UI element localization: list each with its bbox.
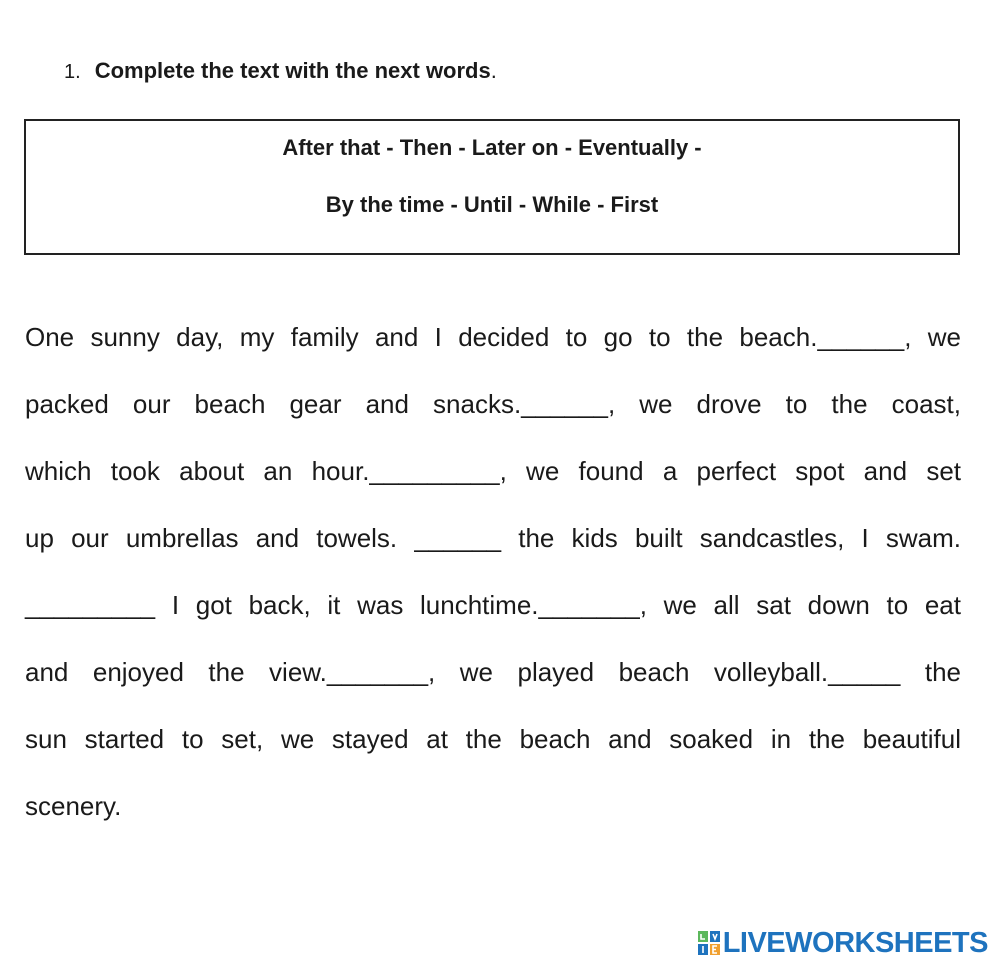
paragraph-line-7: sun started to set, we stayed at the beach and soaked in the beautiful [25, 724, 961, 754]
paragraph-line-4: up our umbrellas and towels. ______ the kids built sandcastles, I swam. [25, 523, 961, 553]
paragraph-line-2: packed our beach gear and snacks.______, we drove to the coast, [25, 389, 961, 419]
word-bank-line-1: After that - Then - Later on - Eventually - [282, 135, 702, 160]
paragraph-line-5: _________ I got back, it was lunchtime._______, we all sat down to eat [25, 590, 961, 620]
liveworksheets-logo-icon [698, 931, 720, 955]
instruction-period: . [490, 58, 497, 83]
paragraph-line-3: which took about an hour._________, we found a perfect spot and set [25, 456, 961, 486]
logo-text: LIVEWORKSHEETS [722, 927, 988, 959]
exercise-instruction [64, 58, 497, 85]
paragraph-line-8: scenery. [25, 791, 122, 821]
liveworksheets-logo[interactable] [698, 926, 988, 960]
paragraph-line-1: One sunny day, my family and I decided to go to the beach.______, we [25, 322, 961, 352]
instruction-text: Complete the text with the next words [94, 58, 491, 83]
paragraph-line-6: and enjoyed the view._______, we played beach volleyball._____ the [25, 657, 961, 687]
word-bank-line-2: By the time - Until - While - First [325, 192, 659, 217]
word-bank-box [24, 119, 960, 255]
exercise-number: 1. [64, 61, 81, 83]
